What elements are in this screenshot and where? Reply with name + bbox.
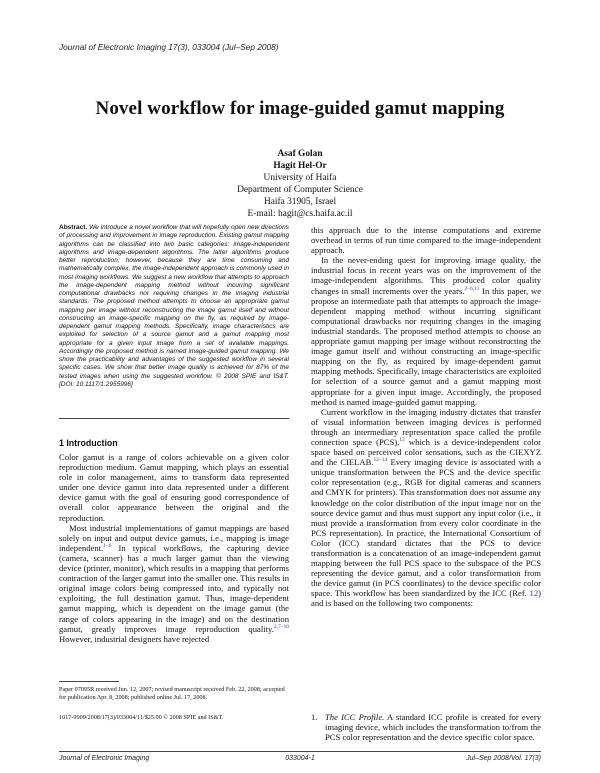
footnote-issn: 1017-9909/2008/17(3)/033004/11/$25.00 © 2008 SPIE and IS&T. [59,714,224,721]
left-column-body [59,452,289,644]
right-paragraph-1: this approach due to the intense computations and extreme overhead in terms of run time compared to the image-independent approach. [311,225,541,256]
footer-volume: Jul–Sep 2008/Vol. 17(3) [466,755,541,762]
section-heading-introduction: 1 Introduction [59,438,118,448]
affiliation-university: University of Haifa [263,173,337,183]
list-item-title: The ICC Profile. [325,712,385,722]
footer-rule [59,751,541,752]
intro-paragraph-2: Most industrial implementations of gamut mappings are based solely on input and output device gamuts, i.e., mapping is image independent.$^{1-6}$ In typical workflows, the capturing device (camera, scanner) has a much larger gamut than the viewing device (printer, monitor), which results in a mapping that performs contraction of the larger gamut into the smaller one. This results in original image colors being compressed into, and typically not exploiting, the full destination gamut. Thus, image-dependent gamut mapping, which is dependent on the image gamut (the range of colors appearing in the image) and on the destination gamut, greatly improves image reproduction quality.$^{2,7-10}$ However, industrial designers have rejected [59,522,289,644]
abstract-copyright: © 2008 SPIE and IS&T. [216,372,289,380]
list-item [311,712,541,742]
author-2: Hagit Hel-Or [273,161,327,171]
footnote-rule [59,681,119,682]
abstract-doi: [DOI: 10.1117/1.2955996] [59,380,133,388]
list-item-number: 1. [311,712,318,722]
abstract-label: Abstract. [59,224,88,231]
citation-link[interactable]: 2–6,11 [464,285,480,292]
intro-paragraph-1: Color gamut is a range of colors achievable on a given color reproduction medium. Gamut mapping, which plays an essential role in color management, aims to transform data represented under one device gamut into data represented under a different device gamut with the goal of ensuring good correspondence of overall color appearance between the original and the reproduction. [59,452,289,523]
right-paragraph-3: Current workflow in the imaging industry dictates that transfer of visual information between imaging devices is performed through an intermediary representation space called the profile connection space (PCS),$^{12}$ which is a device-independent color space based on perceived color sensations, such as the CIEXYZ and the CIELAB.$^{12-14}$ Every imaging device is associated with a unique transformation between the PCS and the device specific color representation (e.g., RGB for digital cameras and scanners and CMYK for printers). This transformation does not assume any knowledge on the color distribution of the input image nor on the source device gamut and thus must support any input color (i.e., it must provide a transformation from every color coordinate in the PCS representation). In practice, the International Consortium of Color (ICC) standard dictates that the PCS to device transformation is a concatenation of an image-independent gamut mapping between the full PCS space to the subspace of the PCS representing the device gamut, and a color transformation from the device gamut (in PCS coordinates) to the device specific color space. This workflow has been standardized by the ICC (Ref. 12) and is based on the following two components: [311,406,542,609]
author-1: Asaf Golan [277,149,323,159]
abstract-text: We introduce a novel workflow that will hopefully open new directions of processing and improvement in image reproduction. Existing gamut mapping algorithms can be classified into two basic categories: image-independent algorithms and image-dependent algorithms. The latter algorithms produce better reproduction; however, because they are time consuming and mathematically complex, the image-independent approach is commonly used in most imaging workflows. We suggest a new workflow that attempts to approach the image-dependent mapping method without incurring significant computational drawbacks nor requiring changes in the imaging industrial standards. The proposed method attempts to choose an appropriate gamut mapping per image without reconstructing the image gamut itself and without constructing an image-specific mapping on the fly, as required by image-dependent gamut mapping methods. Specifically, image characteristics are exploited for selection of a source gamut and a gamut mapping most appropriate for a given input image from a set of available mappings. Accordingly the proposed method is named image-guided gamut mapping. We show the practicability and advantages of the suggested workflow in several specific cases. We show that better image quality is achieved for 87% of the tested images when using the suggested workflow. [59,224,289,380]
abstract [59,224,289,389]
affiliation-department: Department of Computer Science [237,185,363,195]
citation-link[interactable]: 12–14 [373,457,388,464]
citation-link[interactable]: 12 [399,437,405,444]
running-header: Journal of Electronic Imaging 17(3), 033004 (Jul–Sep 2008) [59,42,279,52]
reference-link[interactable]: 12 [529,588,539,599]
author-email: E-mail: hagit@cs.haifa.ac.il [247,209,353,219]
footnote-received: Paper 07095R received Jun. 12, 2007; revised manuscript received Feb. 22, 2008; accepted for publication Apr. 8, 2008; published online Jul. 17, 2008. [59,686,285,701]
footer-page-number: 033004-1 [285,755,315,762]
paper-title: Novel workflow for image-guided gamut mapping [95,98,505,119]
abstract-rule [59,418,289,419]
citation-link[interactable]: 1–6 [103,542,112,549]
footer-journal: Journal of Electronic Imaging [59,755,150,762]
list-item-text: A standard ICC profile is created for every imaging device, which includes the transformation to/from the PCS color representation and the device specific color space. [325,712,541,743]
citation-link[interactable]: 2,7–10 [273,623,289,630]
affiliation-city: Haifa 31905, Israel [263,197,337,207]
right-paragraph-2: In the never-ending quest for improving image quality, the industrial focus in recent years was on the improvement of the image-independent algorithms. This produced color quality changes in small increments over the years.$^{2-6,11}$ In this paper, we propose an intermediate path that attempts to approach the image-dependent mapping method without incurring significant computational drawbacks nor requiring changes in the imaging industrial standards. The proposed method attempts to choose an appropriate gamut mapping per image without reconstructing the image gamut itself and without constructing an image-specific mapping on the fly, as required by image-dependent gamut mapping methods. Specifically, image characteristics are exploited for selection of a source gamut and a gamut mapping most appropriate for a given input image. Accordingly, the proposed method is named image-guided gamut mapping. [311,255,542,407]
right-column-body [311,225,541,609]
